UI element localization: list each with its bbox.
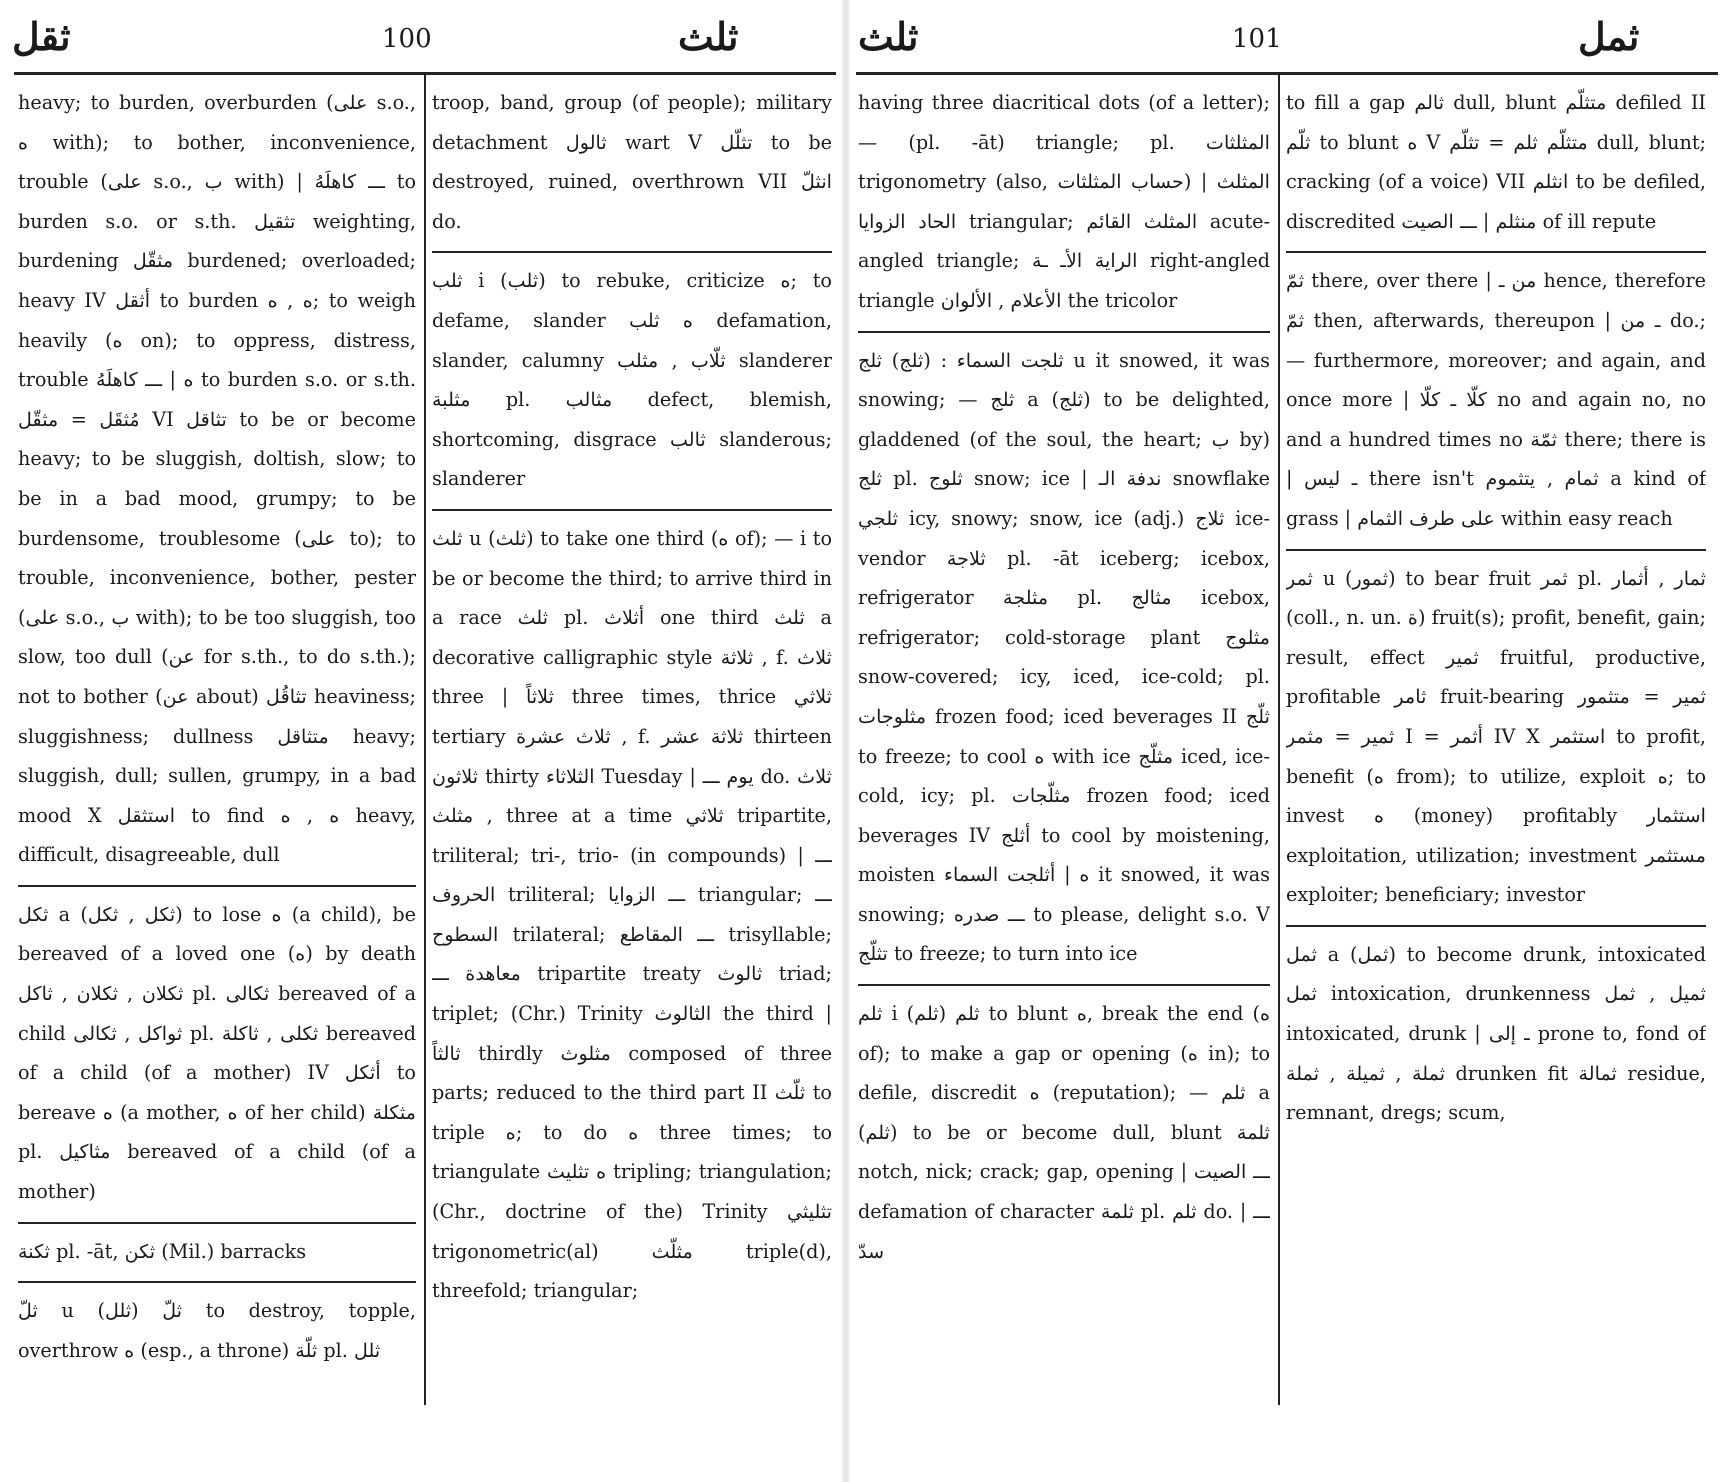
entry-text: ثمر u (ثمور) to bear fruit ثمر pl. ثمار , أثمار (coll., n. un. ة) fruit(s); profit, benefit, gain; result, effect ثمير fruitful, productive, profitable ثامر fruit-bearing ثمير = متثمور ثمير = مثمر I = أثمر IV X استثمر to profit, benefit (ه from); to utilize, exploit ه; to invest ه (money) profitably استثمار exploitation, utilization; investment مستثمر exploiter; beneficiary; investor [1286,566,1706,907]
dictionary-entry [1286,551,1706,927]
dictionary-entry [18,1283,416,1380]
entry-text: ثلجت السماء : (ثلج) ثلج u it snowed, it was snowing; — ثلج a (ثلج) to be delighted, gladdened (of the soul, the heart; ب by) ثلج pl. ثلوج snow; ice | ندفة الـ snowflake ثلجي icy, snowy; snow, ice (adj.) ثلاج ice-vendor ثلاجة pl. -āt iceberg; icebox, refrigerator مثلجة pl. مثالج icebox, refrigerator; cold-storage plant مثلوج snow-covered; icy, iced, ice-cold; pl. مثلوجات frozen food; iced beverages II ثلّج to freeze; to cool ه with ice مثلّج iced, ice-cold, icy; pl. مثلّجات frozen food; iced beverages IV أثلج to cool by moistening, moisten ه | أثلجت السماء it snowed, it was snowing; ـــ صدره to please, delight s.o. V تثلّج to freeze; to turn into ice [858,348,1270,966]
right-page-headword-right: ثمل [1578,14,1640,59]
right-page-header [852,14,1722,72]
entry-text: ثكل a (ثكل , ثكل) to lose ه (a child), be bereaved of a loved one (ه) by death ثكلان , ثكلان , ثاكل pl. ثكالى bereaved of a child ثواكل , ثكالى pl. ثكلى , ثاكلة bereaved of a child (of a mother) IV أثكل to bereave ه (a mother, ه of her child) مثكلة pl. مثاكيل bereaved of a child (of a mother) [18,902,416,1204]
entry-text: having three diacritical dots (of a letter); — (pl. -āt) triangle; pl. المثلثات trigonometry (also, حساب المثلثات) | المثلث الحاد الزوايا triangular; المثلث القائم acute-angled triangle; الراية الأـ ـة right-angled triangle الأعلام , الألوان the tricolor [858,91,1270,312]
dictionary-entry [18,887,416,1224]
dictionary-entry [1286,253,1706,550]
book-gutter [842,0,850,1482]
entry-text: troop, band, group (of people); military detachment ثالول wart V تثلّل to be destroyed, ruined, overthrown VII انثلّ do. [432,91,832,233]
left-page-column-1 [18,75,416,1442]
entry-text: ثلم i (ثلم) ثلم to blunt ه, break the end (ه of); to make a gap or opening (ه in); to defile, discredit ه (reputation); — ثلم a (ثلم) to be or become dull, blunt ثلمة notch, nick; crack; gap, opening | ـــ الصيت defamation of character ثلمة pl. ثلم do. | ـــ سدّ [858,1002,1270,1263]
entry-text: ثمل a (ثمل) to become drunk, intoxicated ثمل intoxication, drunkenness ثميل , ثمل intoxicated, drunk | ـ إلى prone to, fond of ثملة , ثميلة , ثملة drunken fit ثمالة residue, remnant, dregs; scum, [1286,942,1706,1125]
right-page-number: 101 [1232,24,1282,54]
dictionary-entry [432,75,832,253]
entry-text: heavy; to burden, overburden (على s.o., ه with); to bother, inconvenience, trouble (على s.o., ب with) | ـــ كاهلَهُ to burden s.o. or s.th. تثقيل weighting, burdening مثقّل burdened; overloaded; heavy IV أثقل to burden ه , ه; to weigh heavily (ه on); to oppress, distress, trouble ه | ـــ كاهلَهُ to burden s.o. or s.th. مُثقَل = مثقّل VI تثاقل to be or become heavy; to be sluggish, doltish, slow; to be in a bad mood, grumpy; to be burdensome, troublesome (على to); to trouble, inconvenience, bother, pester (على s.o., ب with); to be too sluggish, too slow, too dull (عن for s.th., to do s.th.); not to bother (عن about) تثاقُل heaviness; sluggishness; dullness متثاقل heavy; sluggish, dull; sullen, grumpy, in a bad mood X استثقل to find ه , ه heavy, difficult, disagreeable, dull [18,91,416,867]
right-page-headword-left: ثلث [858,14,919,59]
dictionary-entry [858,75,1270,333]
left-page-headword-right: ثلث [678,14,739,59]
column-divider [424,75,426,1405]
dictionary-entry [432,511,832,1321]
entry-text: ثلب i (ثلب) to rebuke, criticize ه; to defame, slander ه ثلب defamation, slander, calumny ثلّاب , مثلب slanderer مثلبة pl. مثالب defect, blemish, shortcoming, disgrace ثالب slanderous; slanderer [432,269,832,491]
dictionary-entry [432,253,832,511]
dictionary-entry [18,1224,416,1284]
dictionary-entry [1286,75,1706,253]
left-page-header [10,14,840,72]
left-page-headword-left: ثقل [12,14,71,59]
right-page-column-1 [858,75,1270,1442]
left-page-column-2 [432,75,832,1442]
entry-text: ثلث u (ثلث) to take one third (ه of); — i to be or become the third; to arrive third in a race ثلث pl. أثلاث one third ثلث a decorative calligraphic style ثلاثة , f. ثلاث three | ثلاثاً three times, thrice ثلاثي tertiary ثلاث عشرة , f. ثلاثة عشر thirteen ثلاثون thirty الثلاثاء Tuesday | يوم ـــ do. ثلاث , مثلث three at a time ثلاثي tripartite, triliteral; tri-, trio- (in compounds) | ـــ الحروف triliteral; ـــ الزوايا triangular; ـــ السطوح trilateral; ـــ المقاطع trisyllable; معاهدة ـــ tripartite treaty ثالوث triad; triplet; (Chr.) Trinity الثالوث the third | ثالثاً thirdly مثلوث composed of three parts; reduced to the third part II ثلّث to triple ه; to do ه three times; to triangulate ه تثليث tripling; triangulation; (Chr., doctrine of the) Trinity تثليثي trigonometric(al) مثلّث triple(d), threefold; triangular; [432,526,832,1303]
dictionary-entry [18,75,416,887]
entry-text: ثكنة pl. -āt, ثكن (Mil.) barracks [18,1239,307,1263]
right-page-column-2 [1286,75,1706,1442]
dictionary-entry [858,333,1270,987]
dictionary-entry [1286,927,1706,1143]
entry-text: ثمّ there, over there | من ـ hence, therefore ثمّ then, afterwards, thereupon | ـ من do.; — furthermore, moreover; and again, and once more | كلّا ـ كلّا no and again no, no and a hundred times no ثمّة there; there is | ـ ليس there isn't ثمام , يتثموم a kind of grass | على طرف الثمام within easy reach [1286,269,1706,530]
entry-text: ثلّ u ثلّ (ثلل) to destroy, topple, overthrow ه (esp., a throne) ثلّة pl. ثلل [18,1299,416,1362]
entry-text: to fill a gap ثالم dull, blunt متثلّم defiled II ثلّم to blunt ه V متثلّم ثلم = تثلّم dull, blunt; cracking (of a voice) VII انثلم to be defiled, discredited منثلم | ـــ الصيت of ill repute [1286,91,1706,233]
left-page-number: 100 [382,24,432,54]
dictionary-entry [858,986,1270,1281]
right-page [852,0,1722,1482]
column-divider [1278,75,1280,1405]
left-page [10,0,840,1482]
